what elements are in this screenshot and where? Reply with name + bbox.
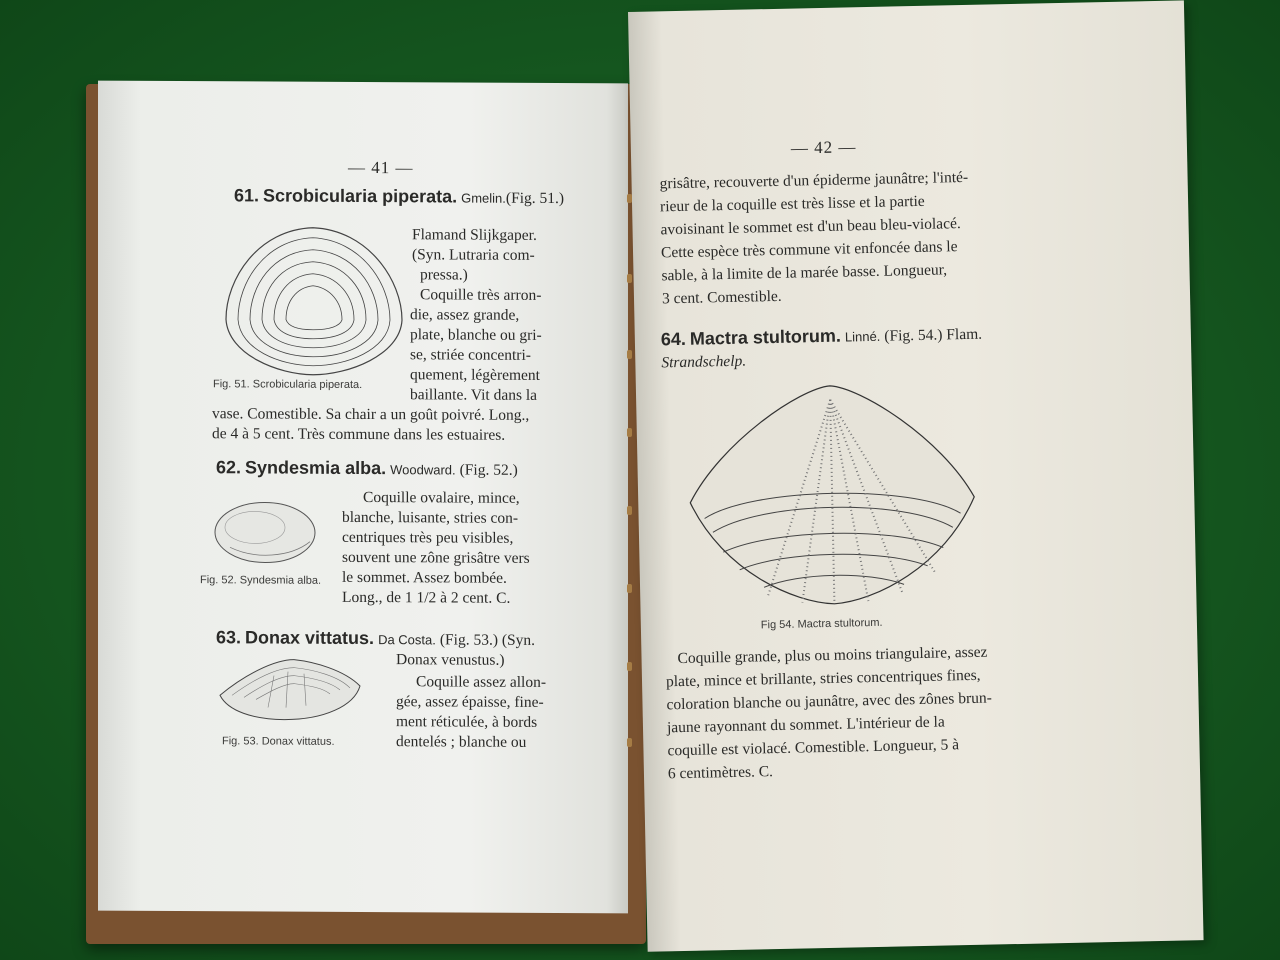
page-number-42: — 42 —: [790, 137, 857, 158]
figure-51-shell: [218, 219, 408, 380]
entry-61-line-5: die, assez grande,: [410, 306, 520, 324]
entry-63-line-5: dentelés ; blanche ou: [396, 733, 527, 751]
entry-61-line-3: pressa.): [420, 266, 468, 284]
entry-63-number: 63.: [216, 627, 242, 648]
entry-63-author: Da Costa.: [378, 632, 436, 648]
entry-64-line-6: 6 centimètres. C.: [667, 763, 774, 783]
entry-63-line-4: ment réticulée, à bords: [396, 713, 538, 731]
entry-62-line-6: Long., de 1 1/2 à 2 cent. C.: [342, 588, 511, 607]
open-book: [86, 78, 1196, 938]
entry-61-line-8: quement, légèrement: [410, 366, 540, 384]
entry-61-line-2: (Syn. Lutraria com-: [412, 246, 535, 264]
figure-51-caption: Fig. 51. Scrobicularia piperata.: [213, 378, 363, 391]
entry-62-heading: [216, 457, 518, 481]
entry-62-number: 62.: [216, 457, 242, 478]
right-page: [628, 0, 1204, 951]
entry-62-line-1: Coquille ovalaire, mince,: [363, 489, 520, 507]
entry-64-line-4: jaune rayonnant du sommet. L'intérieur de la: [666, 713, 945, 737]
entry-63-heading: [216, 627, 535, 651]
binding-stitch: [627, 428, 632, 437]
entry-62-line-4: souvent une zône grisâtre vers: [342, 548, 530, 567]
intro-line-2: rieur de la coquille est très lisse et la partie: [659, 192, 925, 216]
entry-63-name: Donax vittatus.: [245, 627, 375, 649]
entry-64-line-1: Coquille grande, plus ou moins triangulaire, assez: [677, 643, 988, 668]
entry-61-line-1: Flamand Slijkgaper.: [412, 226, 537, 244]
entry-61-line-11: de 4 à 5 cent. Très commune dans les estuaires.: [212, 425, 506, 444]
entry-63-line-1: Donax venustus.): [396, 651, 505, 669]
entry-62-line-5: le sommet. Assez bombée.: [342, 568, 507, 587]
figure-53-shell: [214, 655, 364, 726]
entry-64-line-5: coquille est violacé. Comestible. Longueur, 5 à: [667, 736, 960, 760]
entry-64-line-2: plate, mince et brillante, stries concentriques fines,: [665, 666, 981, 691]
figure-54-caption: Fig 54. Mactra stultorum.: [760, 616, 883, 632]
entry-61-line-7: se, striée concentri-: [410, 346, 531, 364]
entry-61-line-9: baillante. Vit dans la: [410, 386, 538, 404]
entry-61-line-4: Coquille très arron-: [420, 286, 542, 304]
figure-53-caption: Fig. 53. Donax vittatus.: [222, 735, 335, 748]
entry-61-fig-ref: (Fig. 51.): [505, 189, 565, 208]
binding-stitch: [627, 662, 632, 671]
entry-64-fig-ref: (Fig. 54.) Flam.: [884, 325, 983, 345]
binding-stitch: [627, 194, 632, 203]
entry-64-author: Linné.: [844, 328, 881, 345]
left-page: [98, 81, 628, 914]
intro-line-3: avoisinant le sommet est d'un beau bleu-violacé.: [660, 215, 961, 239]
binding-stitch: [627, 738, 632, 747]
page-number-41: — 41 —: [348, 157, 414, 178]
intro-line-1: grisâtre, recouverte d'un épiderme jaunâtre; l'inté-: [659, 168, 969, 193]
entry-64-line-3: coloration blanche ou jaunâtre, avec des zônes brun-: [666, 689, 992, 714]
binding-stitch: [627, 506, 632, 515]
entry-61-line-10: vase. Comestible. Sa chair a un goût poivré. Long.,: [212, 405, 530, 424]
entry-64-heading: [661, 323, 983, 352]
entry-62-line-2: blanche, luisante, stries con-: [342, 508, 519, 527]
entry-61-line-6: plate, blanche ou gri-: [410, 326, 542, 344]
entry-61-number: 61.: [234, 185, 260, 206]
binding-stitch: [627, 350, 632, 359]
figure-54-shell: [680, 377, 985, 613]
entry-62-line-3: centriques très peu visibles,: [342, 528, 514, 547]
entry-63-fig-ref: (Fig. 53.) (Syn.: [439, 631, 536, 649]
entry-62-author: Woodward.: [390, 462, 456, 478]
binding-stitch: [627, 584, 632, 593]
binding-stitch: [627, 274, 632, 283]
entry-61-name: Scrobicularia piperata.: [263, 185, 458, 207]
entry-64-name: Mactra stultorum.: [689, 325, 842, 349]
entry-61-heading: [234, 185, 564, 209]
entry-64-flemish-name: Strandschelp.: [661, 352, 747, 372]
figure-52-shell: [210, 497, 320, 568]
entry-62-fig-ref: (Fig. 52.): [459, 461, 518, 479]
entry-63-line-2: Coquille assez allon-: [416, 673, 546, 691]
intro-line-5: sable, à la limite de la marée basse. Longueur,: [661, 261, 948, 285]
entry-61-author: Gmelin.: [461, 190, 506, 206]
entry-63-line-3: gée, assez épaisse, fine-: [396, 693, 544, 711]
intro-line-4: Cette espèce très commune vit enfoncée dans le: [660, 238, 958, 262]
intro-line-6: 3 cent. Comestible.: [661, 287, 782, 308]
figure-52-caption: Fig. 52. Syndesmia alba.: [200, 574, 322, 587]
entry-62-name: Syndesmia alba.: [245, 457, 387, 479]
entry-64-number: 64.: [660, 328, 687, 350]
